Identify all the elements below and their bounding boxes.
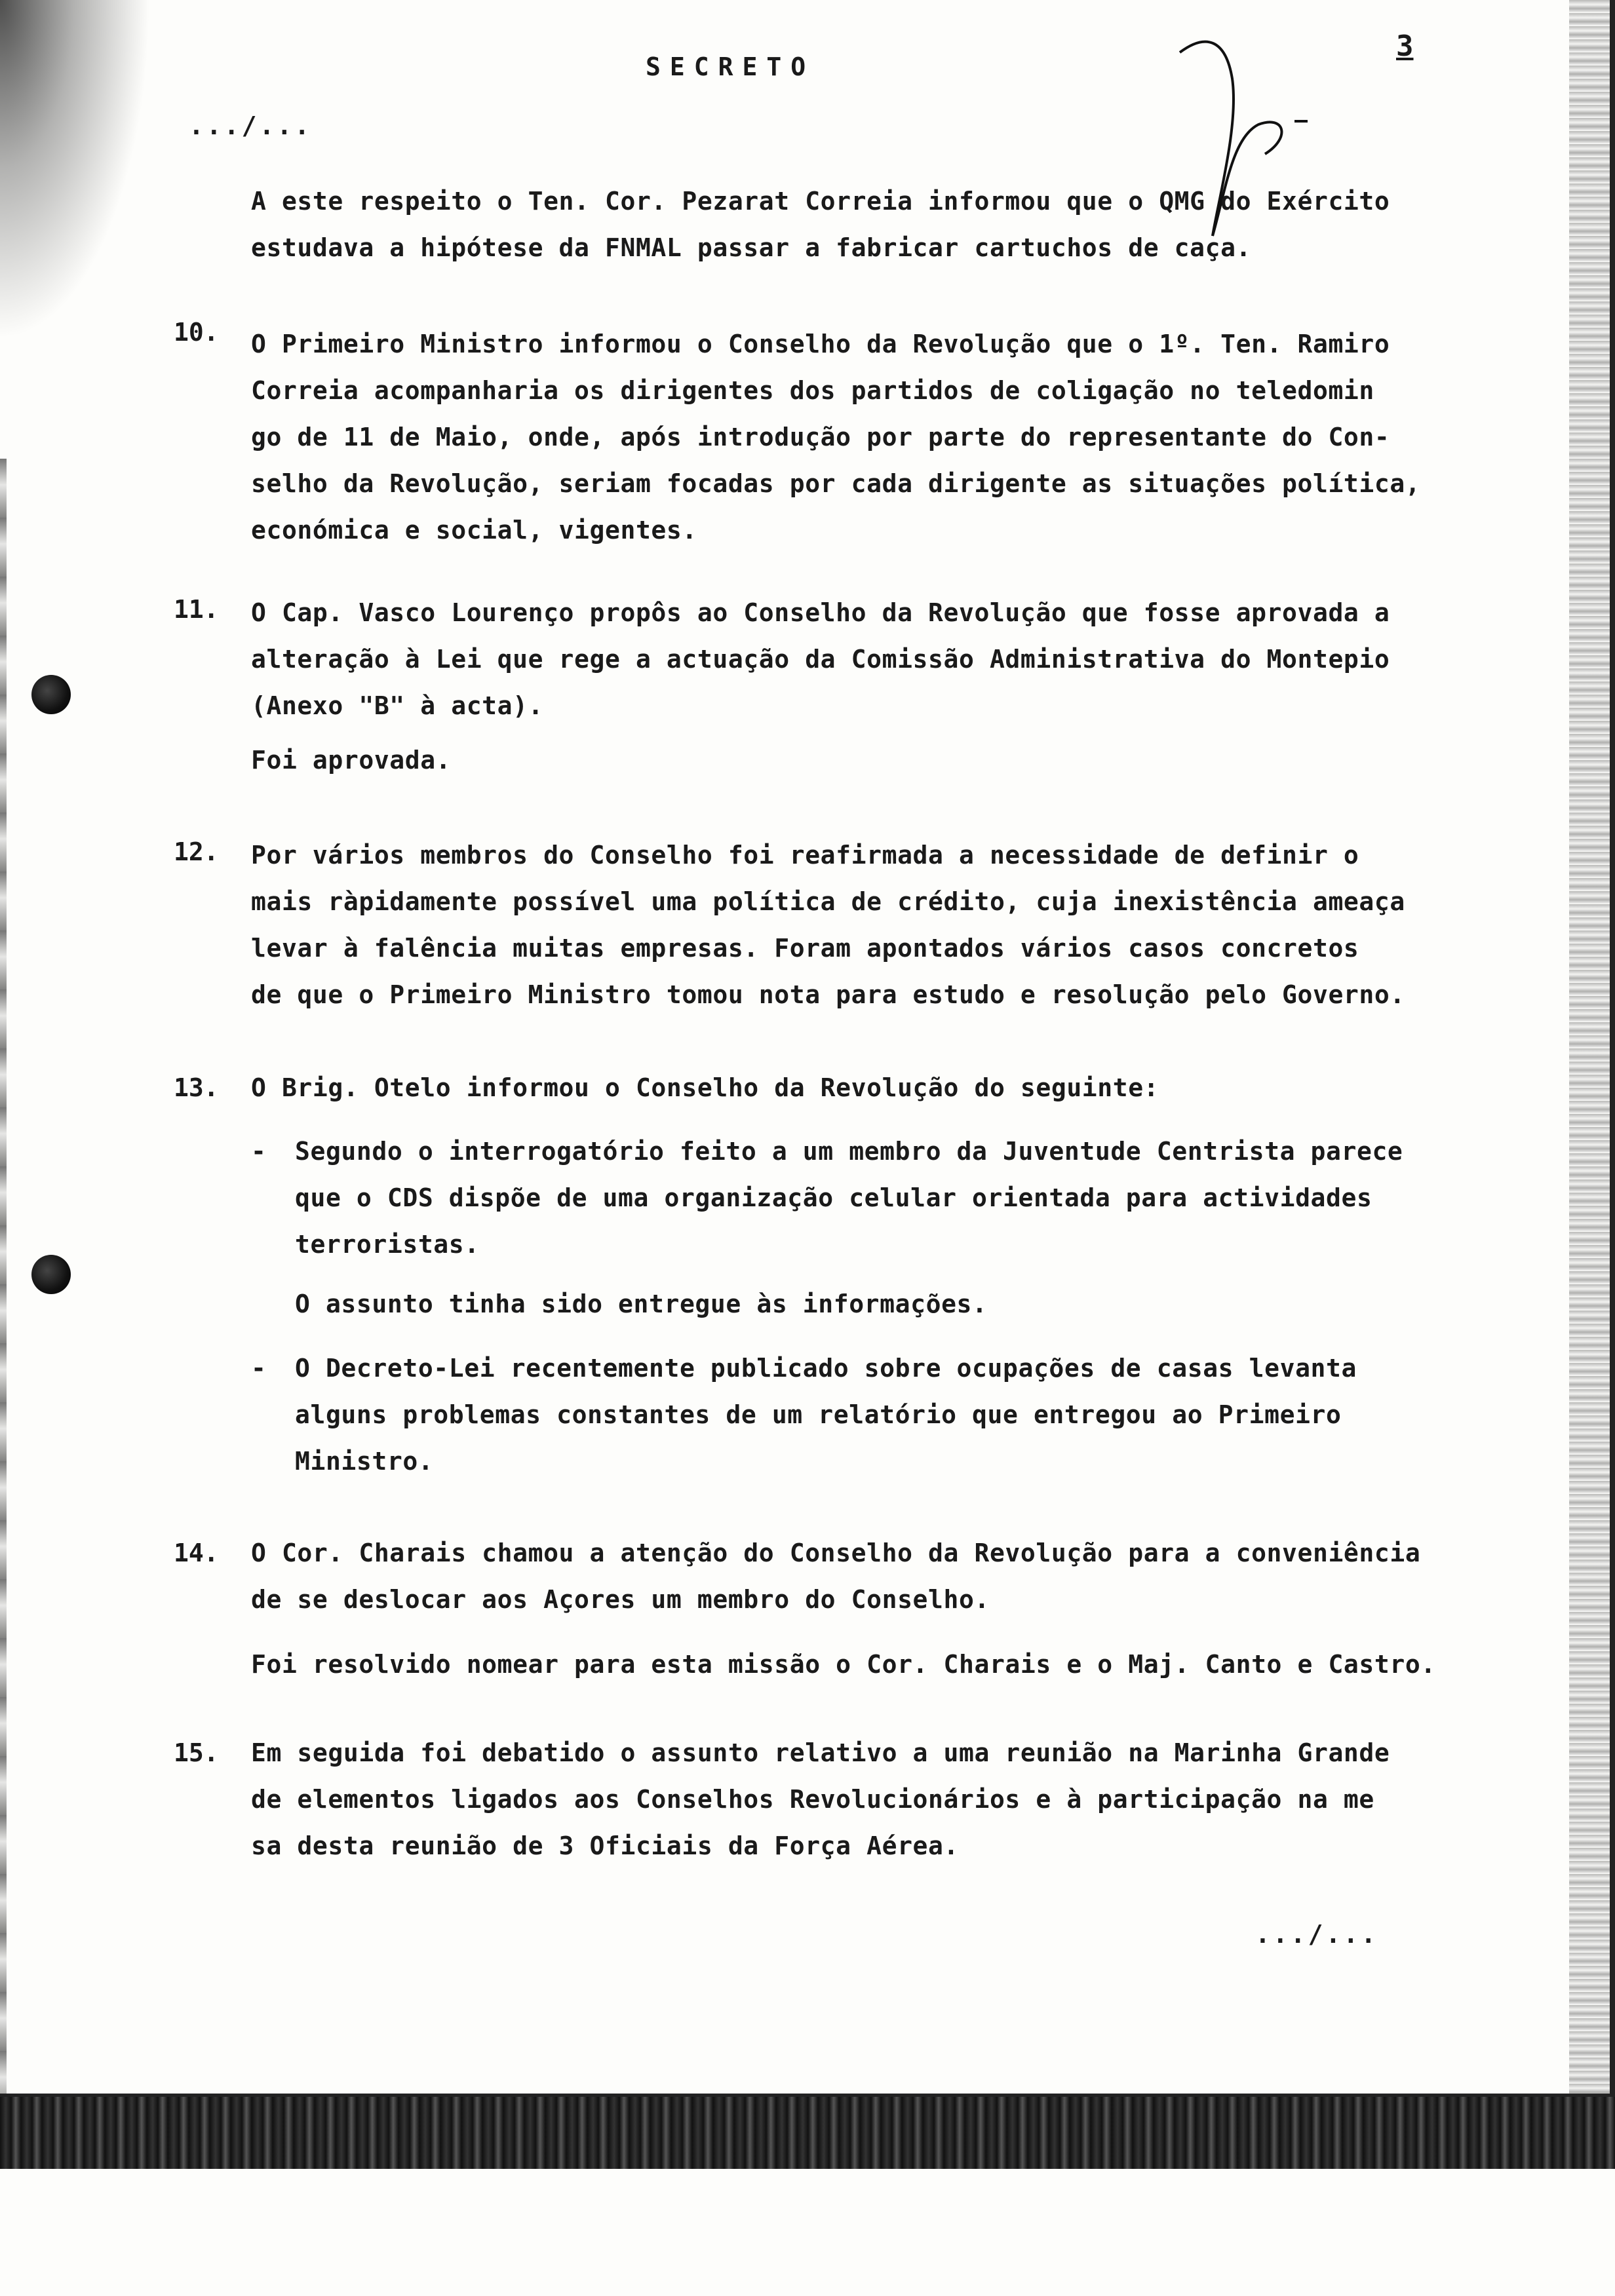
item-number-11: 11.: [174, 595, 219, 624]
text-line: Por vários membros do Conselho foi reafirmada a necessidade de definir o: [251, 841, 1359, 870]
scan-shadow-top-left: [0, 0, 151, 341]
text-line: Correia acompanharia os dirigentes dos partidos de coligação no teledomin: [251, 376, 1374, 405]
scan-border-right: [1610, 0, 1615, 2097]
punch-hole-upper: [31, 675, 71, 714]
text-line: A este respeito o Ten. Cor. Pezarat Correia informou que o QMG do Exército: [251, 187, 1390, 216]
item-number-13: 13.: [174, 1073, 219, 1102]
text-line: de se deslocar aos Açores um membro do Conselho.: [251, 1585, 990, 1614]
text-line: O Primeiro Ministro informou o Conselho da Revolução que o 1º. Ten. Ramiro: [251, 330, 1390, 358]
intro-paragraph: [251, 178, 1418, 271]
text-line: económica e social, vigentes.: [251, 516, 697, 545]
item-13-bullet-1: [295, 1128, 1422, 1268]
item-number-15: 15.: [174, 1738, 219, 1767]
item-14-resolution: Foi resolvido nomear para esta missão o Cor. Charais e o Maj. Canto e Castro.: [251, 1650, 1436, 1679]
text-line: estudava a hipótese da FNMAL passar a fabricar cartuchos de caça.: [251, 233, 1252, 262]
item-number-14: 14.: [174, 1539, 219, 1567]
continuation-marker-top: .../...: [189, 111, 313, 140]
text-line: levar à falência muitas empresas. Foram apontados vários casos concretos: [251, 934, 1359, 963]
continuation-marker-bottom: .../...: [1255, 1920, 1379, 1949]
text-line: alguns problemas constantes de um relatório que entregou ao Primeiro: [295, 1400, 1342, 1429]
scan-shadow-right-edge: [1569, 0, 1615, 2136]
item-13-intro: O Brig. Otelo informou o Conselho da Revolução do seguinte:: [251, 1073, 1159, 1102]
punch-hole-lower: [31, 1255, 71, 1294]
text-line: alteração à Lei que rege a actuação da Comissão Administrativa do Montepio: [251, 645, 1390, 674]
classification-header: SECRETO: [646, 52, 815, 81]
item-13-bullet-1-note: O assunto tinha sido entregue às informações.: [295, 1290, 988, 1318]
item-number-10: 10.: [174, 318, 219, 347]
text-line: O Cap. Vasco Lourenço propôs ao Conselho da Revolução que fosse aprovada a: [251, 598, 1390, 627]
item-11-resolution: Foi aprovada.: [251, 746, 452, 775]
item-11-paragraph: [251, 590, 1418, 729]
text-line: de que o Primeiro Ministro tomou nota para estudo e resolução pelo Governo.: [251, 980, 1405, 1009]
bullet-dash: -: [251, 1137, 266, 1166]
scan-shadow-left-edge: [0, 459, 7, 2097]
text-line: sa desta reunião de 3 Oficiais da Força Aérea.: [251, 1831, 959, 1860]
text-line: O Cor. Charais chamou a atenção do Conselho da Revolução para a conveniência: [251, 1539, 1421, 1567]
text-line: selho da Revolução, seriam focadas por cada dirigente as situações política,: [251, 469, 1421, 498]
item-13-bullet-2: [295, 1345, 1422, 1485]
item-number-12: 12.: [174, 837, 219, 866]
item-10-paragraph: [251, 321, 1421, 554]
text-line: Segundo o interrogatório feito a um membro da Juventude Centrista parece: [295, 1137, 1403, 1166]
page-number: 3: [1396, 29, 1414, 63]
text-line: go de 11 de Maio, onde, após introdução por parte do representante do Con-: [251, 423, 1390, 451]
scan-shadow-bottom: [0, 2097, 1615, 2169]
bullet-dash: -: [251, 1354, 266, 1383]
text-line: Ministro.: [295, 1447, 434, 1476]
text-line: Em seguida foi debatido o assunto relativo a uma reunião na Marinha Grande: [251, 1738, 1390, 1767]
item-14-paragraph: [251, 1530, 1421, 1623]
item-12-paragraph: [251, 832, 1418, 1018]
text-line: (Anexo "B" à acta).: [251, 691, 544, 720]
text-line: que o CDS dispõe de uma organização celular orientada para actividades: [295, 1183, 1372, 1212]
text-line: de elementos ligados aos Conselhos Revolucionários e à participação na me: [251, 1785, 1374, 1814]
text-line: O Decreto-Lei recentemente publicado sobre ocupações de casas levanta: [295, 1354, 1357, 1383]
text-line: terroristas.: [295, 1230, 480, 1259]
item-15-paragraph: [251, 1730, 1418, 1869]
text-line: mais ràpidamente possível uma política de crédito, cuja inexistência ameaça: [251, 887, 1405, 916]
